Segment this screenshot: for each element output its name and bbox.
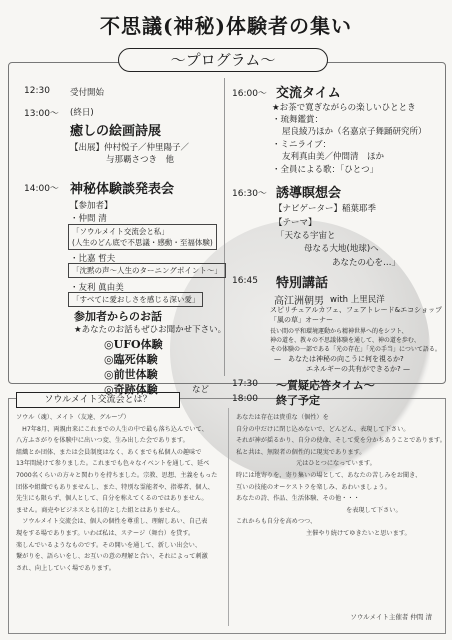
text-line: 繋がりを、語らいをし、お互いの意の理解と合い、それによって刺激 [16,553,208,561]
mini-live-label: ・ミニライブ： [272,140,331,150]
text-line: を表現して下さい。 [346,506,402,514]
mini-live-value: 友利真由美／仲間清 ほか [282,152,385,162]
speaker-desc-2: 神の道を、教々の不思議体験を通して、神の道を歩む、 [270,337,420,344]
text-line: され、向上していく場であります。 [16,564,115,572]
time-1730: 17:30 [232,379,258,389]
participant-3-talk: 「すべてに愛おしさを感じる深い愛」 [68,292,203,307]
participant-2-talk: 「沈黙の声〜人生のターニングポイント〜」 [68,263,226,278]
participant-1-name: ・仲間 清 [70,214,107,224]
text-line: それが神が揺るかり、自分の使命、そして愛を分かちあうことであります。 [236,437,446,445]
soulmate-title: ソウルメイト交流会とは？ [16,392,180,408]
experience-item-near-death: ◎臨死体験 [104,353,158,366]
text-line: 八方ふさがりを体験中に出いつ変、生み出した会であります。 [16,437,189,445]
theme-label: 【テーマ】 [274,218,317,228]
speaker-desc-5: エネルギーの共有ができるか? — [306,365,410,373]
participants-talk-heading: 参加者からのお話 [74,310,162,323]
participants-talk-note: ★あなたのお話もぜひお聞かせ下さい。 [74,325,227,335]
text-line: ソウル（魂）、メイト（友達、グループ） [16,414,130,421]
special-talk-title: 特別講話 [276,276,329,291]
ryubu-label: ・琉舞鑑賞： [272,115,324,125]
exchange-time-title: 交流タイム [276,86,341,101]
soulmate-right-text [236,412,446,540]
navigator: 【ナビゲーター】稲葉耶季 [274,204,377,214]
text-line: 組織とか団体、または会員制度はなく、あくまでも私個人の趣味で [16,448,202,456]
speaker-subtitle: スピリチュアルカフェ、フェアトレード&エコショップ [270,306,442,314]
theme-line-3: あなたの心を…」 [332,258,401,268]
text-line: 自分の中だけに閉じ込めないで、どんどん、表現して下さい。 [236,425,410,433]
text-line: あなたの詩、作品、生活体験、その他・・・ [236,495,360,503]
talk-session-title: 神秘体験談発表会 [70,182,175,197]
end-label: 終了予定 [276,394,320,407]
meditation-title: 誘導瞑想会 [276,186,342,201]
participant-2-name: ・比嘉 哲夫 [70,254,116,264]
program-label: 〜プログラム〜 [118,48,328,72]
text-line: 楽しんでいるようなものです。その開いを通して、新しい出会い、 [16,541,202,549]
text-line: 時には地寄りを、寄り集いの場として、あなたの苦しみをお聞き、 [236,471,422,479]
text-line: ソウルメイト交流会は、個人の個性を尊重し、理解しあい、自己表 [16,518,208,526]
text-line: 元はひとつになっています。 [296,460,376,468]
text-line: H7年8月、両親由来にこれまでの人生の中で最も落ち込んでいて、 [16,425,208,433]
experience-item-ufo: ◎UFO体験 [104,338,163,351]
text-line: 13年間続けて参りました。これまでも色々なイベントを通して、延べ [16,460,210,468]
text-line: 団体や組織でもありませんし、また、特別な霊能者や、指導者、個人、 [16,483,214,491]
experience-item-past-life: ◎前世体験 [104,368,158,381]
participant-1-talk: 「ソウルメイト交流会と私」 (人生のどん底で不思議・感動・至福体験) [68,224,217,250]
theme-line-2: 母なる大地(地球)へ [304,244,379,254]
time-1630: 16:30〜 [232,189,267,199]
participants-label: 【参加者】 [70,201,113,211]
text-line: 主催やり続けてゆきたいと思います。 [306,529,411,537]
exchange-time-note: ★お茶で寛ぎながらの楽しいひととき [272,103,416,113]
text-line: 互いの技能のオーケストラを楽しみ、あわいましょう。 [236,483,391,491]
reception-text: 受付開始 [70,88,105,98]
time-1400: 14:00〜 [24,184,59,194]
time-1230: 12:30 [24,86,50,96]
experience-item-miracle: ◎奇跡体験 [104,383,158,396]
speaker-desc-1: 長い間の平和環境運動から精神世界へ的をシフト、 [270,328,408,335]
text-line: これからも自分を高めつつ、 [236,518,317,526]
time-1800: 18:00 [232,394,258,404]
speaker-name: 高江洲朝男 [274,296,324,307]
text-line: 私と共は、無限者の個性的に現実であります。 [236,448,366,456]
time-1300: 13:00〜 [24,109,59,119]
soulmate-column-divider [228,408,229,626]
theme-line-1: 「天なる宇宙と [276,231,336,241]
speaker-desc-4: — あなたは神秘の向こうに何を視るか? [274,355,404,363]
speaker-desc-3: その体験の一部である「光の存在」「光の手当」について語る。 [270,346,441,353]
experience-items-etc: など [192,385,210,395]
speaker-subtitle-2: 「風の草」オーナー [270,316,333,324]
soulmate-left-text [16,412,217,574]
allday-note: (終日) [70,108,94,118]
organizer-signature: ソウルメイト主催者 仲間 清 [350,613,432,621]
text-line: あなたは存在は貴重な（個性）を [236,414,329,421]
time-1645: 16:45 [232,276,258,286]
time-1600: 16:00〜 [232,89,267,99]
exhibition-exhibitors-2: 与那覇さつき 他 [106,155,175,165]
participant-3-name: ・友利 眞由美 [70,283,124,293]
qa-time-label: 〜質疑応答タイム〜 [276,379,375,392]
ryubu-value: 屋良綾乃ほか（名嘉京子舞踊研究所） [282,127,427,137]
group-song: ・全員による歌：「ひとつ」 [272,165,379,175]
exhibition-exhibitors: 【出展】仲村悦子／仲里陽子／ [70,143,190,153]
text-line: 7000名くらいの方々と関わりを持ちました。宗教、思想、主義をもった [16,471,218,479]
text-line: 現をする場であります。いわば私は、ステージ（舞台）を貸す。 [16,529,195,537]
speaker-with: with 上里民洋 [330,295,385,305]
exhibition-title: 癒しの絵画詩展 [70,124,162,139]
page-title: 不思議(神秘)体験者の集い [100,14,352,38]
text-line: 先生にも限らず、個人として、自分を称えてくるのではありません。 [16,495,208,503]
text-line: ません。商売やビジネスとも目的とした組とはありません。 [16,506,184,514]
